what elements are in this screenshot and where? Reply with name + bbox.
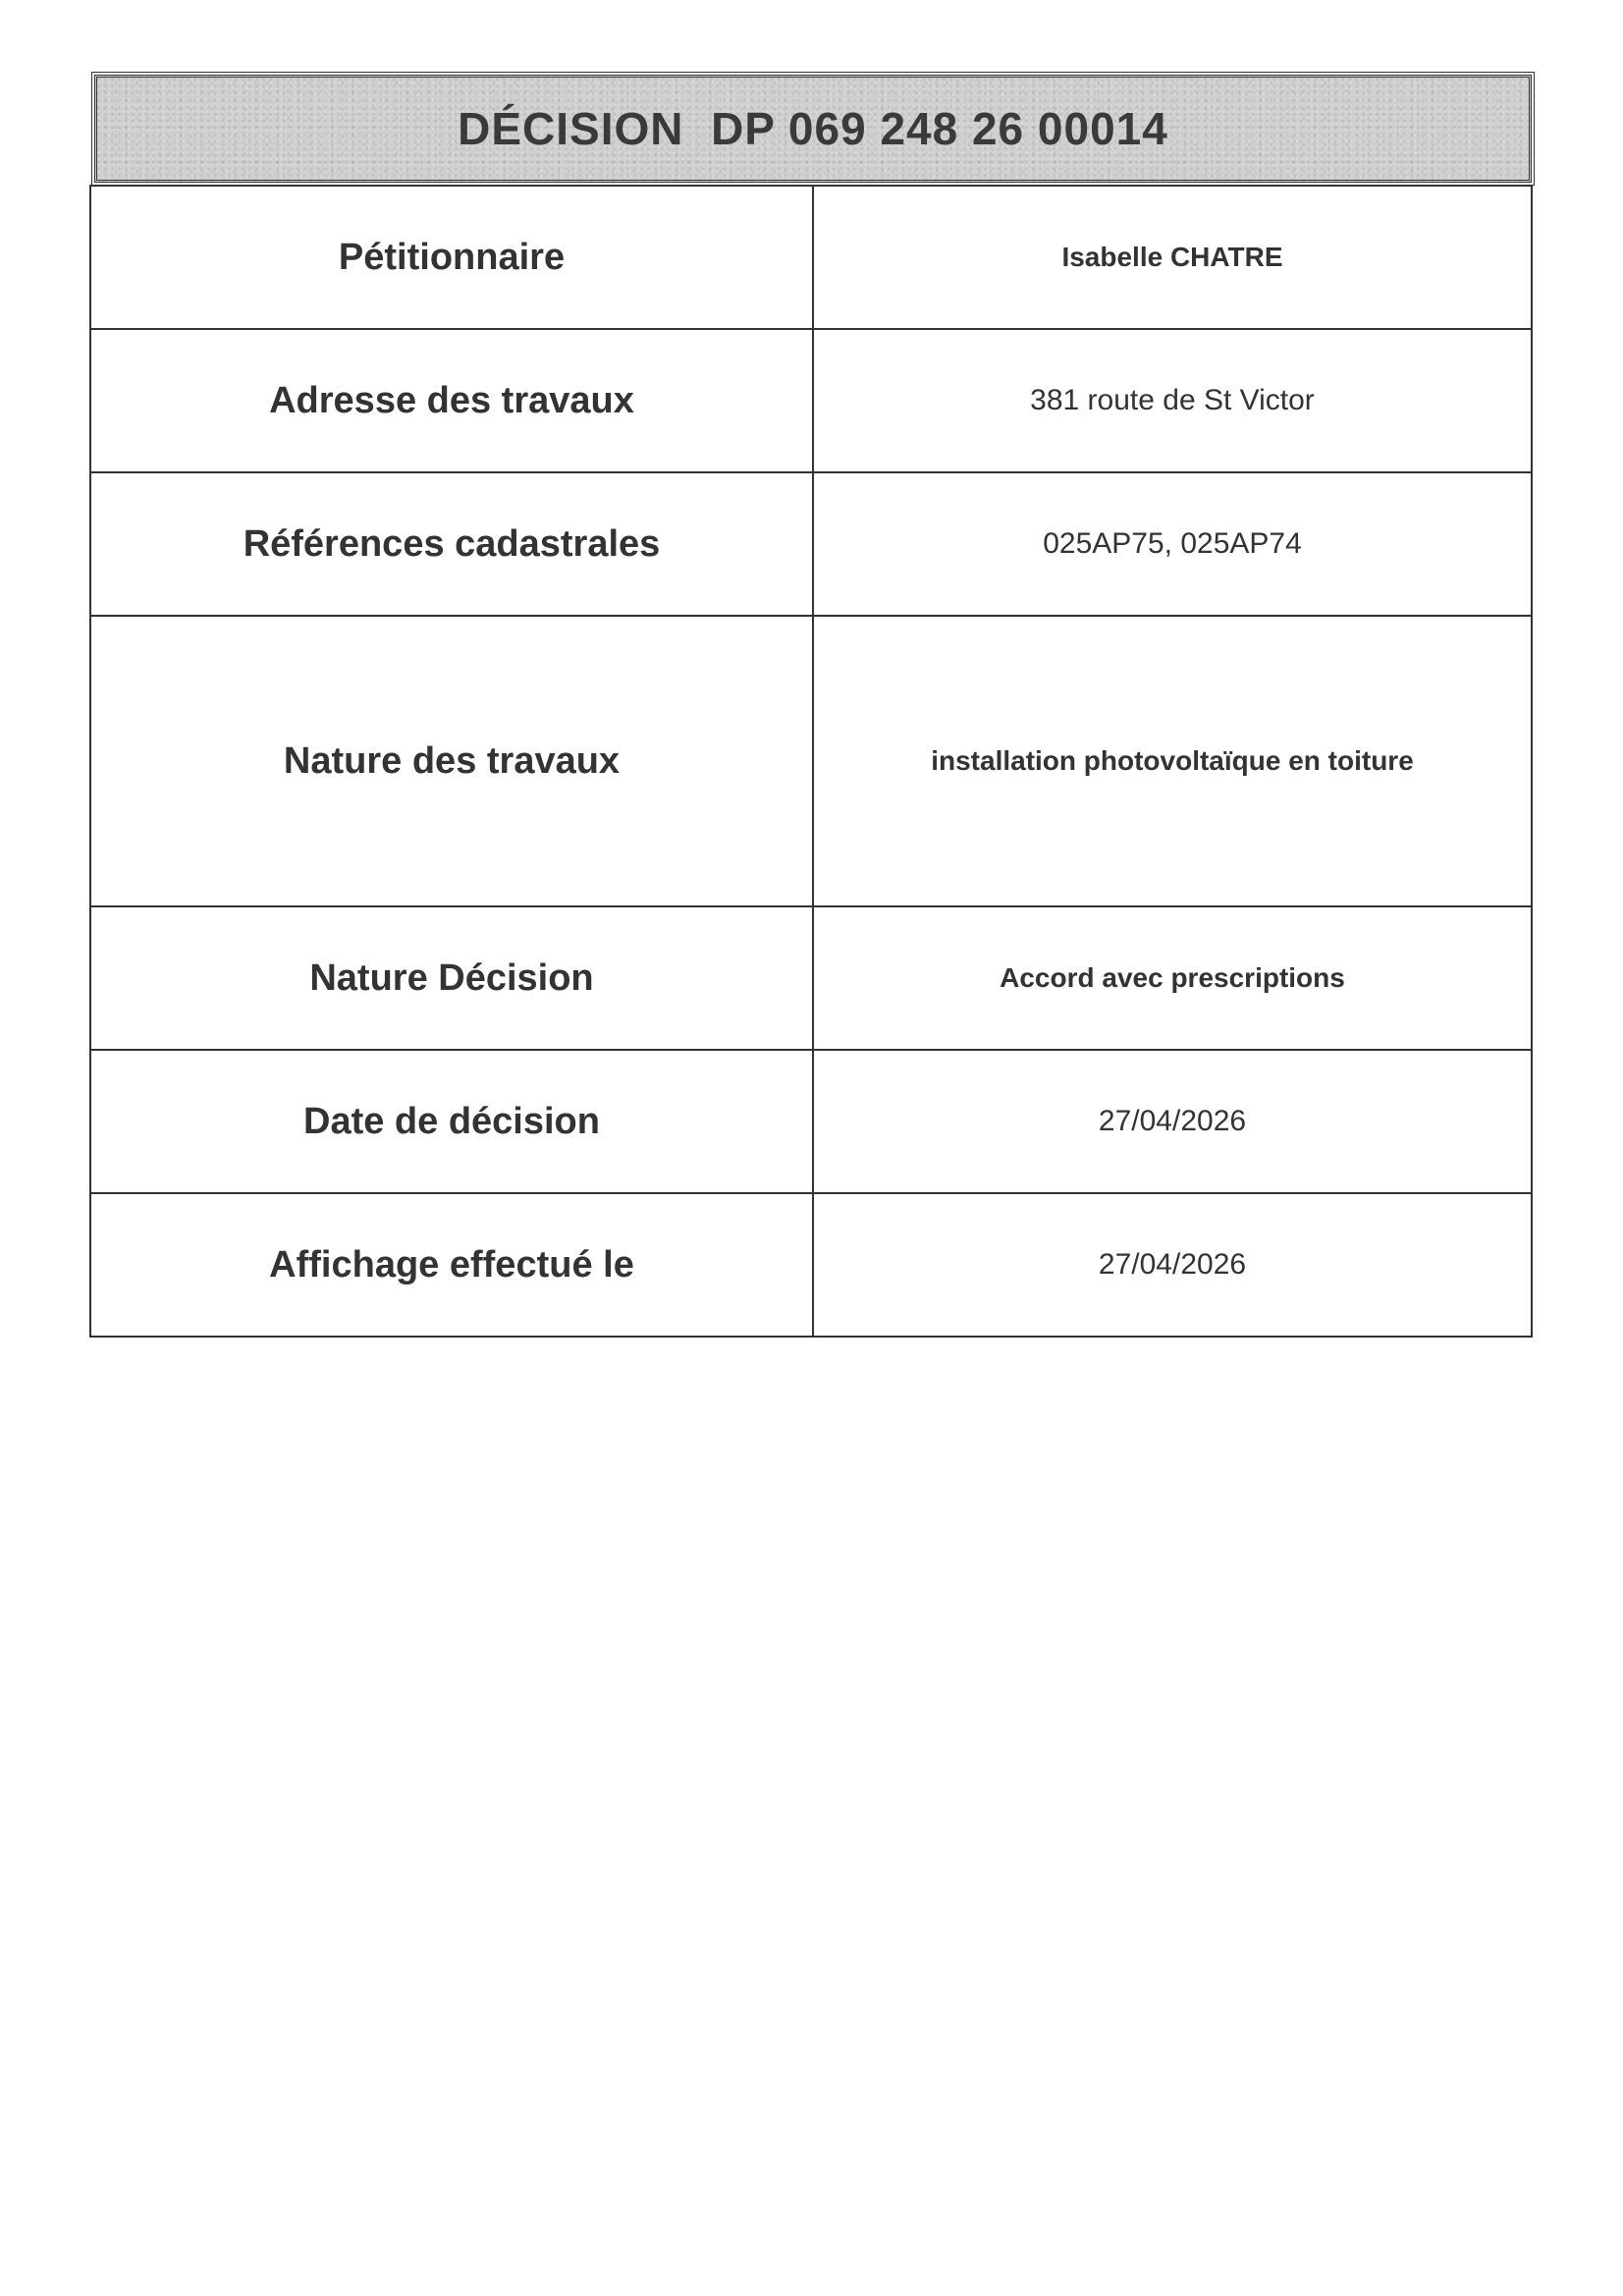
row-label: Nature des travaux	[90, 616, 813, 906]
decision-title: DÉCISION DP 069 248 26 00014	[458, 103, 1168, 154]
table-row-petitionnaire	[90, 186, 1532, 329]
table-row-date-decision	[90, 1050, 1532, 1193]
table-row-nature-decision	[90, 906, 1532, 1050]
row-value: installation photovoltaïque en toiture	[813, 616, 1532, 906]
row-label: Nature Décision	[90, 906, 813, 1050]
table-row-nature-travaux	[90, 616, 1532, 906]
table-row-references	[90, 472, 1532, 616]
row-value: Accord avec prescriptions	[813, 906, 1532, 1050]
row-label: Références cadastrales	[90, 472, 813, 616]
table-row-affichage	[90, 1193, 1532, 1337]
row-value: Isabelle CHATRE	[813, 186, 1532, 329]
row-value: 025AP75, 025AP74	[813, 472, 1532, 616]
row-label: Adresse des travaux	[90, 329, 813, 472]
row-value: 27/04/2026	[813, 1050, 1532, 1193]
row-label: Date de décision	[90, 1050, 813, 1193]
decision-title-banner	[94, 75, 1532, 183]
decision-info-table	[89, 185, 1533, 1338]
row-value: 381 route de St Victor	[813, 329, 1532, 472]
row-label: Pétitionnaire	[90, 186, 813, 329]
row-value: 27/04/2026	[813, 1193, 1532, 1337]
table-row-adresse	[90, 329, 1532, 472]
row-label: Affichage effectué le	[90, 1193, 813, 1337]
